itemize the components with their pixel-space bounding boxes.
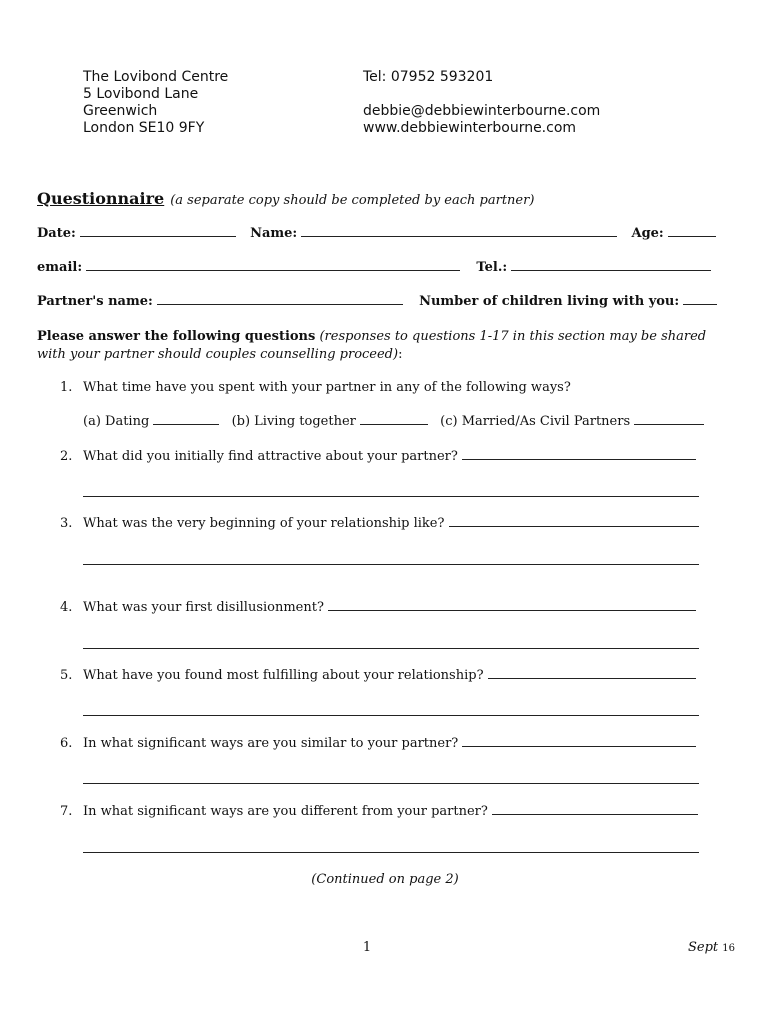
email-label: email: (37, 260, 83, 275)
contact-info (363, 69, 600, 137)
address-line: London SE10 9FY (83, 120, 205, 136)
question-text: In what significant ways are you different from your partner? (83, 804, 488, 819)
question-text: In what significant ways are you similar to your partner? (83, 736, 459, 751)
answer-field[interactable] (462, 746, 696, 747)
question-7 (60, 804, 700, 819)
date-name-age-row (37, 226, 708, 241)
question-number: 6. (60, 736, 73, 751)
question-number: 5. (60, 668, 73, 683)
address-line: Greenwich (83, 103, 158, 119)
address-line: The Lovibond Centre (83, 69, 229, 85)
question-6 (60, 736, 700, 751)
page-title: Questionnaire (37, 189, 165, 208)
answer-line[interactable] (83, 715, 699, 716)
instructions-note: (responses to questions 1-17 in this section may be shared with your partner should couples counselling proceed) (37, 329, 707, 362)
date-field[interactable] (80, 236, 236, 237)
title-row (37, 189, 708, 208)
partner-name-field[interactable] (157, 304, 403, 305)
date-label: Date: (37, 226, 76, 241)
question-number: 7. (60, 804, 73, 819)
continued-note: (Continued on page 2) (311, 872, 459, 887)
answer-line[interactable] (83, 852, 699, 853)
age-field[interactable] (668, 236, 716, 237)
partner-name-label: Partner's name: (37, 294, 153, 309)
living-together-field[interactable] (360, 424, 428, 425)
telephone: Tel: 07952 593201 (363, 69, 494, 85)
question-number: 1. (60, 380, 73, 395)
answer-field[interactable] (488, 678, 696, 679)
answer-field[interactable] (462, 459, 696, 460)
answer-field[interactable] (492, 814, 698, 815)
question-text: What was your first disillusionment? (83, 600, 324, 615)
answer-line[interactable] (83, 648, 699, 649)
question-2 (60, 449, 700, 464)
question-text: What have you found most fulfilling about your relationship? (83, 668, 484, 683)
answer-line[interactable] (83, 783, 699, 784)
question-5 (60, 668, 700, 683)
answer-line[interactable] (83, 496, 699, 497)
option-married: (c) Married/As Civil Partners (440, 414, 631, 429)
address-line: 5 Lovibond Lane (83, 86, 199, 102)
answer-field[interactable] (328, 610, 696, 611)
centre-address (83, 69, 228, 137)
question-text: What time have you spent with your partner in any of the following ways? (83, 380, 571, 395)
children-field[interactable] (683, 304, 717, 305)
q1-options (83, 414, 704, 429)
footer-month: Sept (688, 940, 719, 955)
age-label: Age: (631, 226, 664, 241)
married-field[interactable] (634, 424, 704, 425)
instructions-bold: Please answer the following questions (37, 329, 316, 344)
tel-label: Tel.: (476, 260, 508, 275)
email-tel-row (37, 260, 708, 275)
question-3 (60, 516, 700, 531)
question-text: What did you initially find attractive about your partner? (83, 449, 458, 464)
question-text: What was the very beginning of your relationship like? (83, 516, 445, 531)
instructions-end: : (398, 347, 403, 362)
question-number: 3. (60, 516, 73, 531)
children-label: Number of children living with you: (419, 294, 680, 309)
contact-website: www.debbiewinterbourne.com (363, 120, 577, 136)
footer-year: 16 (722, 943, 736, 954)
name-label: Name: (250, 226, 298, 241)
answer-line[interactable] (83, 564, 699, 565)
email-field[interactable] (86, 270, 460, 271)
partner-children-row (37, 294, 708, 309)
option-living-together: (b) Living together (231, 414, 356, 429)
dating-field[interactable] (153, 424, 219, 425)
question-4 (60, 600, 700, 615)
question-1 (60, 380, 700, 395)
name-field[interactable] (301, 236, 617, 237)
tel-field[interactable] (511, 270, 711, 271)
question-number: 4. (60, 600, 73, 615)
contact-email: debbie@debbiewinterbourne.com (363, 103, 601, 119)
title-note: (a separate copy should be completed by each partner) (170, 193, 535, 208)
question-number: 2. (60, 449, 73, 464)
page-number: 1 (362, 940, 372, 955)
footer-date (688, 940, 735, 955)
instructions (37, 328, 727, 364)
option-dating: (a) Dating (83, 414, 150, 429)
answer-field[interactable] (449, 526, 699, 527)
